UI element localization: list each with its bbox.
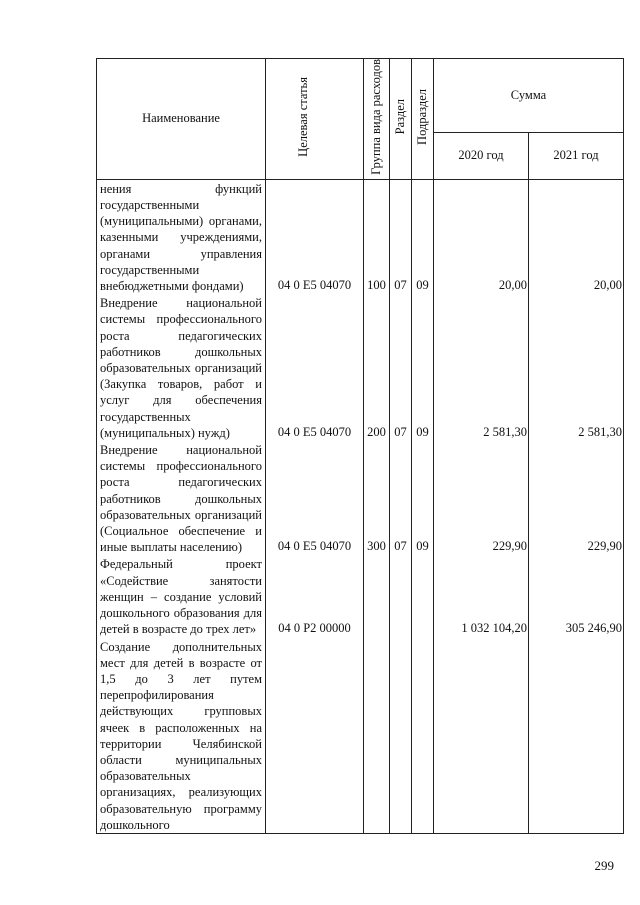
page-number: 299 xyxy=(594,858,614,873)
row-sum-2021: 20,00 xyxy=(529,179,624,294)
table-row xyxy=(97,638,624,834)
row-subsection: 09 xyxy=(412,441,434,555)
row-name: Создание дополнительных мест для детей в возрасте от 1,5 до 3 лет путем перепрофилирования действующих групповых ячеек в расположенных на территории Челябинской области муниципальных образовательных организациях, реализующих образовательную программу дошкольного xyxy=(97,638,266,834)
table-row xyxy=(97,555,624,637)
row-group: 300 xyxy=(364,441,390,555)
row-code: 04 0 E5 04070 xyxy=(266,179,364,294)
row-subsection: 09 xyxy=(412,179,434,294)
row-name: Внедрение национальной системы профессионального роста педагогических работников дошкольных образовательных организаций (Социальное обеспечение и иные выплаты населению) xyxy=(97,441,266,555)
row-code: 04 0 P2 00000 xyxy=(266,555,364,637)
row-section xyxy=(390,555,412,637)
table-row xyxy=(97,294,624,441)
row-sum-2020: 229,90 xyxy=(434,441,529,555)
row-sum-2021 xyxy=(529,638,624,834)
row-sum-2020: 20,00 xyxy=(434,179,529,294)
row-section: 07 xyxy=(390,179,412,294)
row-subsection: 09 xyxy=(412,294,434,441)
header-year-2020: 2020 год xyxy=(434,132,529,179)
row-sum-2021: 229,90 xyxy=(529,441,624,555)
row-sum-2021: 305 246,90 xyxy=(529,555,624,637)
row-section: 07 xyxy=(390,294,412,441)
row-code: 04 0 E5 04070 xyxy=(266,441,364,555)
header-expense-group: Группа вида расходов xyxy=(364,59,390,180)
header-section: Раздел xyxy=(390,59,412,180)
row-name: нения функций государственными (муниципальными) органами, казенными учреждениями, органами управления государственными внебюджетными фондами) xyxy=(97,179,266,294)
budget-table xyxy=(96,58,624,834)
row-code xyxy=(266,638,364,834)
header-sum: Сумма xyxy=(434,59,624,133)
row-sum-2020 xyxy=(434,638,529,834)
row-section: 07 xyxy=(390,441,412,555)
row-sum-2020: 1 032 104,20 xyxy=(434,555,529,637)
row-name: Федеральный проект «Содействие занятости женщин – создание условий дошкольного образования для детей в возрасте до трех лет» xyxy=(97,555,266,637)
row-group xyxy=(364,638,390,834)
header-subsection: Подраздел xyxy=(412,59,434,180)
row-group: 200 xyxy=(364,294,390,441)
row-sum-2020: 2 581,30 xyxy=(434,294,529,441)
row-group xyxy=(364,555,390,637)
header-target: Целевая статья xyxy=(266,59,364,180)
row-group: 100 xyxy=(364,179,390,294)
header-year-2021: 2021 год xyxy=(529,132,624,179)
row-sum-2021: 2 581,30 xyxy=(529,294,624,441)
header-name: Наименование xyxy=(97,59,266,180)
row-subsection xyxy=(412,638,434,834)
row-subsection xyxy=(412,555,434,637)
row-name: Внедрение национальной системы профессионального роста педагогических работников дошкольных образовательных организаций (Закупка товаров, работ и услуг для обеспечения государственных (муниципальных) нужд) xyxy=(97,294,266,441)
row-section xyxy=(390,638,412,834)
row-code: 04 0 E5 04070 xyxy=(266,294,364,441)
table-row xyxy=(97,441,624,555)
table-row xyxy=(97,179,624,294)
